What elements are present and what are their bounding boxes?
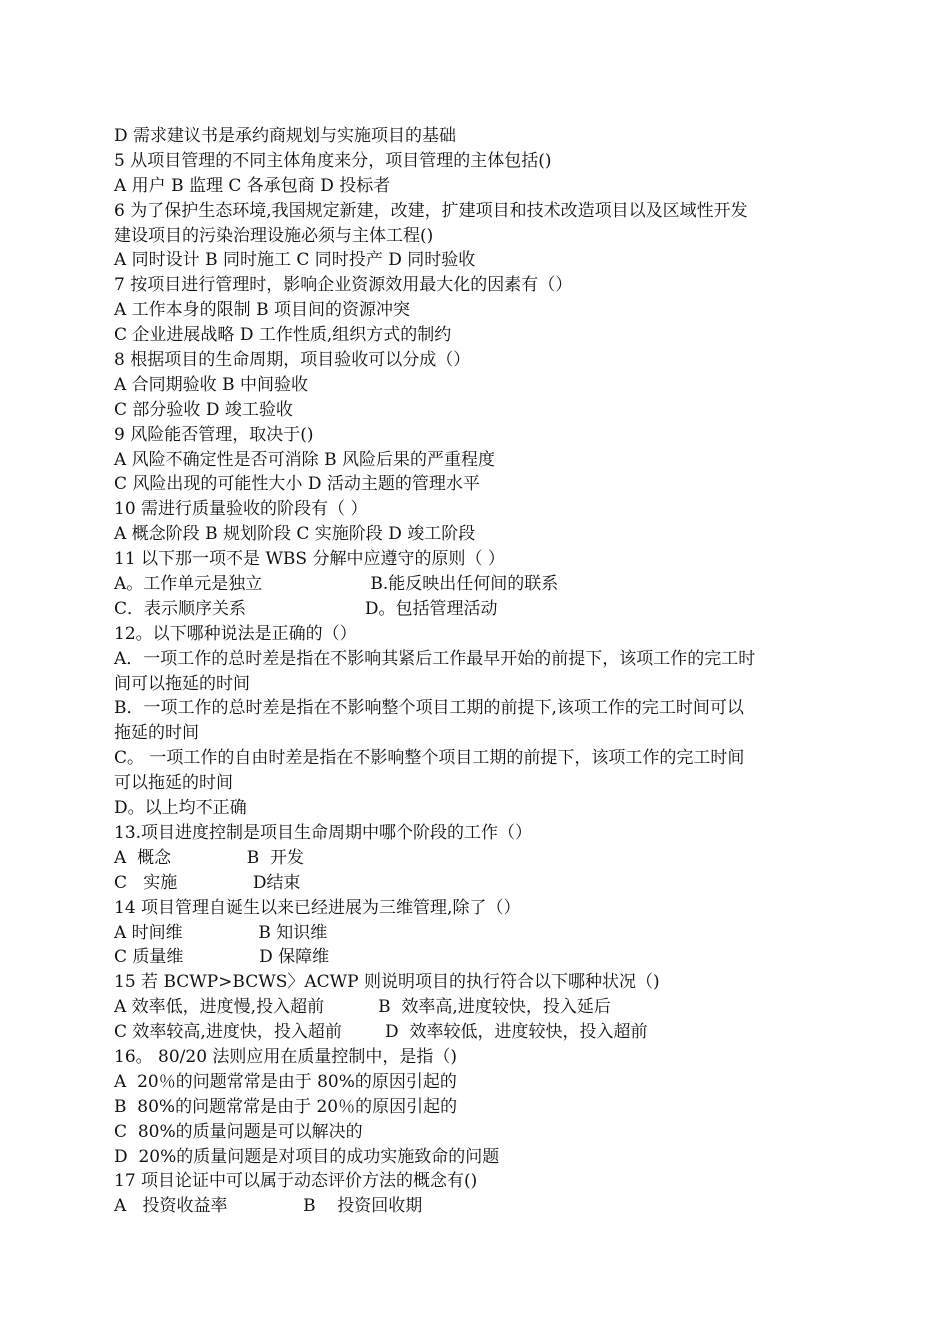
text-line: 10 需进行质量验收的阶段有（ ） (114, 499, 368, 520)
text-line: A 用户 B 监理 C 各承包商 D 投标者 (114, 175, 391, 196)
text-line: 9 风险能否管理，取决于() (114, 424, 314, 445)
document-body (114, 124, 844, 1219)
text-line: 16。 80/20 法则应用在质量控制中，是指（) (114, 1046, 458, 1067)
text-line: A 时间维 B 知识维 (114, 922, 328, 943)
text-line: 8 根据项目的生命周期，项目验收可以分成（） (114, 350, 471, 371)
text-line: D。以上均不正确 (114, 798, 247, 819)
text-line: 13.项目进度控制是项目生命周期中哪个阶段的工作（） (114, 822, 533, 843)
text-line: D 20%的质量问题是对项目的成功实施致命的问题 (114, 1146, 500, 1167)
text-line: B 80%的问题常常是由于 20％的原因引起的 (114, 1096, 458, 1117)
text-line: C 部分验收 D 竣工验收 (114, 399, 293, 420)
text-line: B．一项工作的总时差是指在不影响整个项目工期的前提下,该项工作的完工时间可以 (114, 698, 744, 719)
text-line: C 质量维 D 保障维 (114, 947, 330, 968)
text-line: A 投资收益率 B 投资回收期 (114, 1196, 423, 1217)
text-line: A 概念 B 开发 (114, 847, 305, 868)
text-line: A．一项工作的总时差是指在不影响其紧后工作最早开始的前提下，该项工作的完工时 (114, 648, 756, 669)
text-line: C 风险出现的可能性大小 D 活动主题的管理水平 (114, 474, 480, 495)
text-line: 15 若 BCWP>BCWS〉ACWP 则说明项目的执行符合以下哪种状况（) (114, 972, 660, 993)
text-line: C 企业进展战略 D 工作性质,组织方式的制约 (114, 325, 452, 346)
text-line: A 效率低，进度慢,投入超前 B 效率高,进度较快，投入延后 (114, 997, 611, 1018)
text-line: 拖延的时间 (114, 723, 199, 744)
text-line: A 风险不确定性是否可消除 B 风险后果的严重程度 (114, 449, 495, 470)
text-line: 5 从项目管理的不同主体角度来分，项目管理的主体包括() (114, 150, 552, 171)
text-line: 11 以下那一项不是 WBS 分解中应遵守的原则（ ） (114, 549, 505, 570)
text-line: 17 项目论证中可以属于动态评价方法的概念有() (114, 1171, 478, 1192)
text-line: D 需求建议书是承约商规划与实施项目的基础 (114, 126, 457, 146)
text-line: C 实施 D结束 (114, 872, 301, 893)
text-line: 建设项目的污染治理设施必须与主体工程() (114, 225, 434, 246)
text-line: A 工作本身的限制 B 项目间的资源冲突 (114, 300, 410, 321)
text-line: C 80%的质量问题是可以解决的 (114, 1121, 363, 1142)
text-line: 6 为了保护生态环境,我国规定新建，改建，扩建项目和技术改造项目以及区域性开发 (114, 200, 748, 221)
text-line: A 同时设计 B 同时施工 C 同时投产 D 同时验收 (114, 250, 476, 271)
text-line: 可以拖延的时间 (114, 773, 233, 794)
text-line: 12。以下哪种说法是正确的（） (114, 623, 357, 644)
text-line: A 20％的问题常常是由于 80%的原因引起的 (114, 1071, 457, 1092)
text-line: 14 项目管理自诞生以来已经进展为三维管理,除了（） (114, 897, 521, 918)
text-line: C。 一项工作的自由时差是指在不影响整个项目工期的前提下，该项工作的完工时间 (114, 748, 745, 769)
text-line: A 合同期验收 B 中间验收 (114, 374, 308, 395)
text-line: 7 按项目进行管理时，影响企业资源效用最大化的因素有（） (114, 275, 573, 296)
text-line: C．表示顺序关系 D。包括管理活动 (114, 598, 498, 619)
text-line: 间可以拖延的时间 (114, 673, 250, 694)
text-line: A 概念阶段 B 规划阶段 C 实施阶段 D 竣工阶段 (114, 524, 476, 545)
text-line: C 效率较高,进度快，投入超前 D 效率较低，进度较快，投入超前 (114, 1022, 648, 1043)
text-line: A。工作单元是独立 B.能反映出任何间的联系 (114, 574, 559, 595)
